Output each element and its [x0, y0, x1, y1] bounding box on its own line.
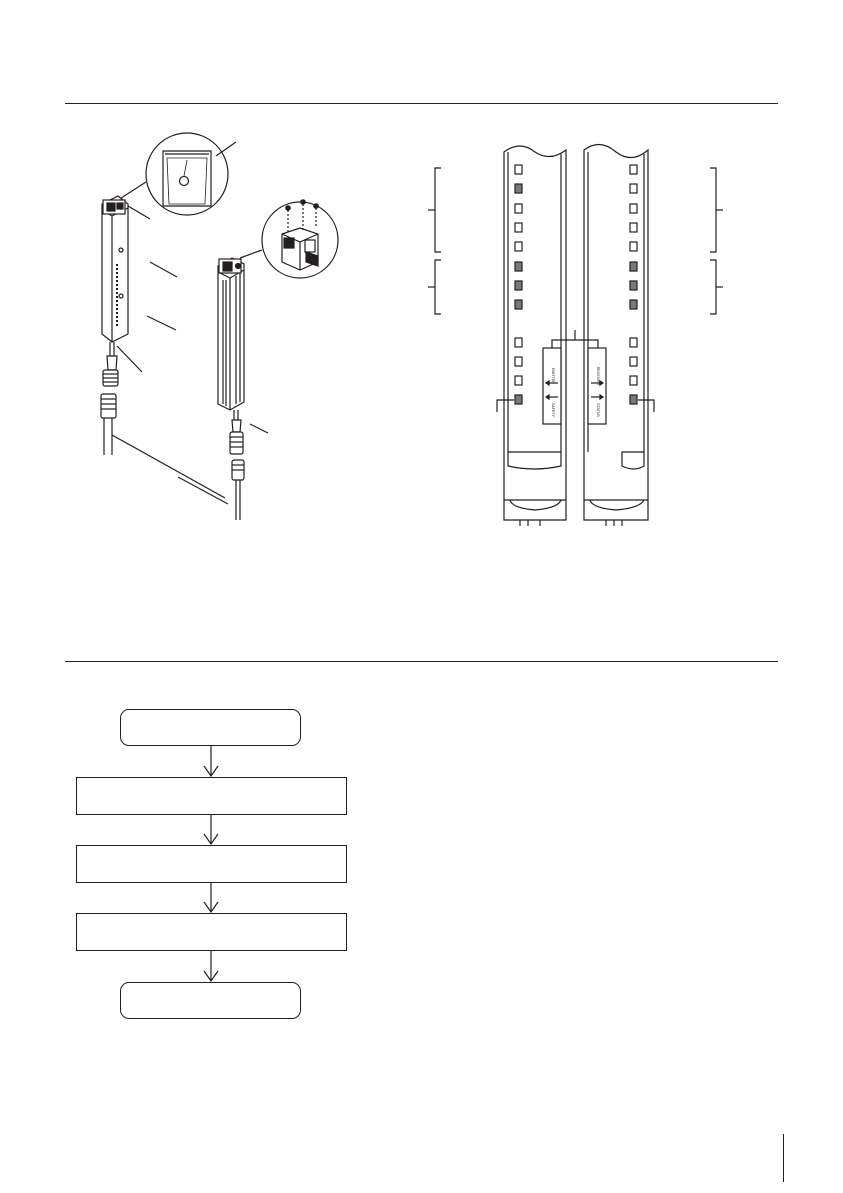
- receiver-label-top: RECEIVER: [596, 366, 600, 386]
- emitter-label-top: EMITTER: [551, 368, 555, 384]
- receiver-label-bottom: STATUS: [596, 403, 600, 417]
- emitter-label-bottom: SAFETY: [551, 403, 555, 417]
- page-edge-mark: [783, 1134, 784, 1182]
